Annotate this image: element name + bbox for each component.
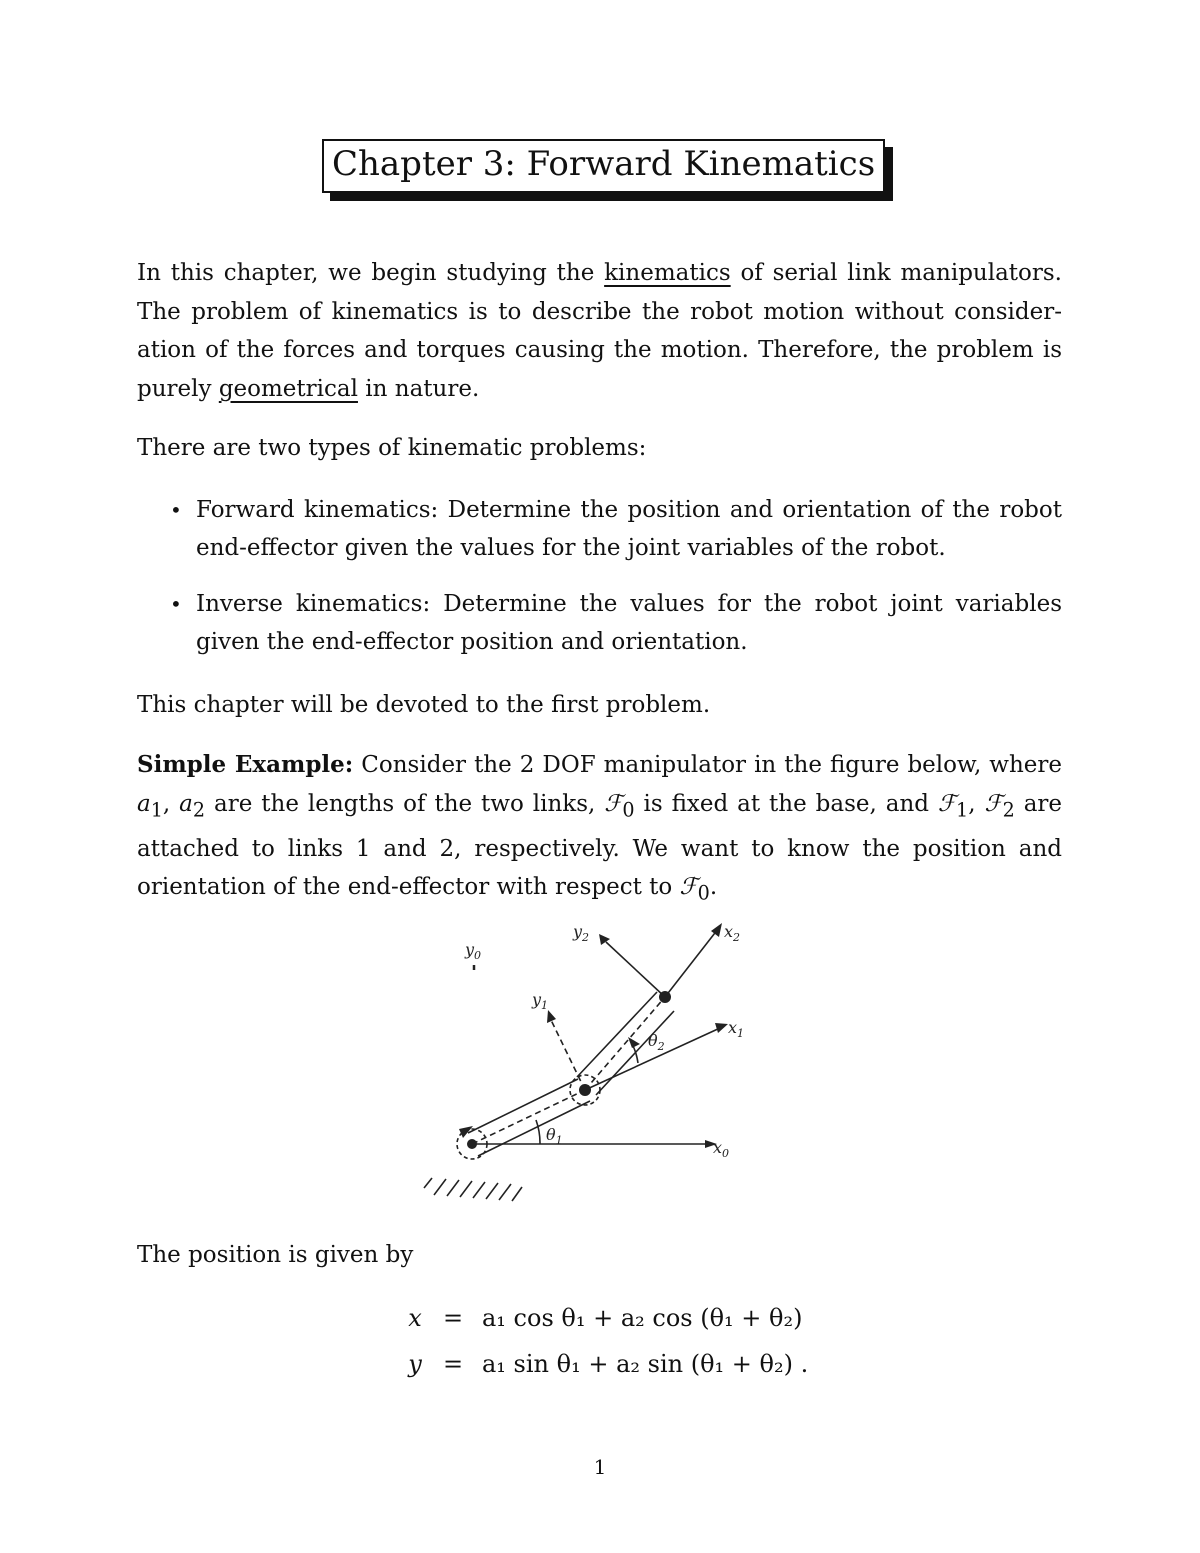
math-a1: a	[137, 790, 151, 817]
label-y2: $y_2$	[573, 922, 590, 944]
devoted-sentence: This chapter will be devoted to the first problem.	[137, 692, 711, 718]
math-F0: ℱ	[679, 874, 698, 901]
math-comma: ,	[162, 790, 180, 817]
equation-y	[0, 1345, 1200, 1383]
end-effector-dot	[659, 991, 671, 1003]
x1-arrowhead	[715, 1023, 728, 1033]
list-item	[170, 585, 1062, 661]
label-y1: $y_1$	[532, 990, 549, 1012]
equation-lhs: x	[408, 1304, 422, 1332]
math-sub: 1	[956, 798, 969, 822]
math-sub: 2	[192, 798, 206, 822]
chapter-title-box	[322, 139, 885, 193]
x2-axis	[665, 929, 718, 997]
math-F1: ℱ	[937, 790, 957, 817]
kinematics-types-list	[170, 491, 1062, 661]
geometrical-term: geometrical	[218, 375, 358, 402]
bullet-icon: •	[170, 498, 182, 522]
intro-text-3: in nature.	[357, 375, 480, 402]
link-1-bottom-edge	[478, 1101, 590, 1156]
page-number: 1	[593, 1455, 607, 1479]
ground-hatch	[424, 1178, 522, 1201]
kinematics-term: kinematics	[604, 260, 731, 286]
link-1-top-edge	[468, 1079, 578, 1133]
simple-example-label: Simple Example:	[137, 751, 354, 778]
equation-x	[0, 1299, 1200, 1337]
example-text-1: Consider the 2 DOF manipulator in the figure below, where	[353, 752, 1062, 778]
bullet-text-inverse: Inverse kinematics: Determine the values for the robot joint variables given the end-effector position and orientation.	[196, 591, 1062, 655]
label-x0: $x_0$	[713, 1138, 730, 1160]
chapter-title: Chapter 3: Forward Kinematics	[322, 139, 885, 193]
theta2-arrowhead	[628, 1037, 640, 1048]
math-sub: 1	[150, 798, 163, 822]
label-theta1: $\theta_1$	[546, 1125, 563, 1147]
label-x2: $x_2$	[724, 922, 741, 944]
label-x1: $x_1$	[728, 1018, 745, 1040]
bullet-text-forward: Forward kinematics: Determine the position and orientation of the robot end-effector given the values for the joint variables of the robot.	[196, 497, 1062, 561]
math-a2: a	[179, 790, 193, 817]
y1-axis	[551, 1020, 585, 1090]
equation-rhs: a₁ sin θ₁ + a₂ sin (θ₁ + θ₂) .	[482, 1350, 809, 1378]
example-period: .	[709, 874, 718, 901]
manipulator-figure	[410, 915, 780, 1215]
link-1-axis	[472, 1090, 585, 1144]
intro-text-2: of serial link manipulators. The problem of kinematics is to describe the robot motion without consider-ation of the forces and torques causing the motion. Therefore, the problem is purely	[137, 260, 1062, 402]
math-sub: 0	[622, 798, 635, 822]
position-intro: The position is given by	[137, 1242, 414, 1268]
equation-lhs: y	[408, 1350, 422, 1378]
math-comma: ,	[968, 790, 985, 817]
equation-equals: =	[443, 1304, 464, 1332]
label-y0: $y_0$	[465, 940, 482, 962]
link-2-left-edge	[577, 992, 657, 1077]
equation-rhs: a₁ cos θ₁ + a₂ cos (θ₁ + θ₂)	[482, 1304, 803, 1332]
label-theta2: $\theta_2$	[648, 1031, 665, 1053]
base-joint-dot	[467, 1139, 477, 1149]
y2-axis	[606, 942, 665, 997]
list-item	[170, 491, 1062, 567]
math-F2: ℱ	[984, 790, 1003, 817]
math-sub: 2	[1002, 798, 1015, 822]
y1-arrowhead	[547, 1010, 556, 1023]
joint-2-dot	[579, 1084, 591, 1096]
example-text-4: are attached to links 1 and 2, respectively. We want to know the position and orientation of the end-effector with respect to	[137, 790, 1063, 901]
intro-text-1: In this chapter, we begin studying the	[137, 260, 605, 286]
simple-example-paragraph	[137, 746, 1062, 913]
math-sub: 0	[697, 881, 710, 905]
example-text-3: is fixed at the base, and	[634, 790, 938, 817]
example-text-2: are the lengths of the two links,	[205, 790, 605, 817]
intro-paragraph	[137, 254, 1062, 408]
math-F0: ℱ	[604, 790, 623, 817]
equation-equals: =	[443, 1350, 464, 1378]
bullet-icon: •	[170, 592, 182, 616]
types-intro: There are two types of kinematic problems:	[137, 435, 647, 461]
theta1-arc	[536, 1120, 540, 1144]
